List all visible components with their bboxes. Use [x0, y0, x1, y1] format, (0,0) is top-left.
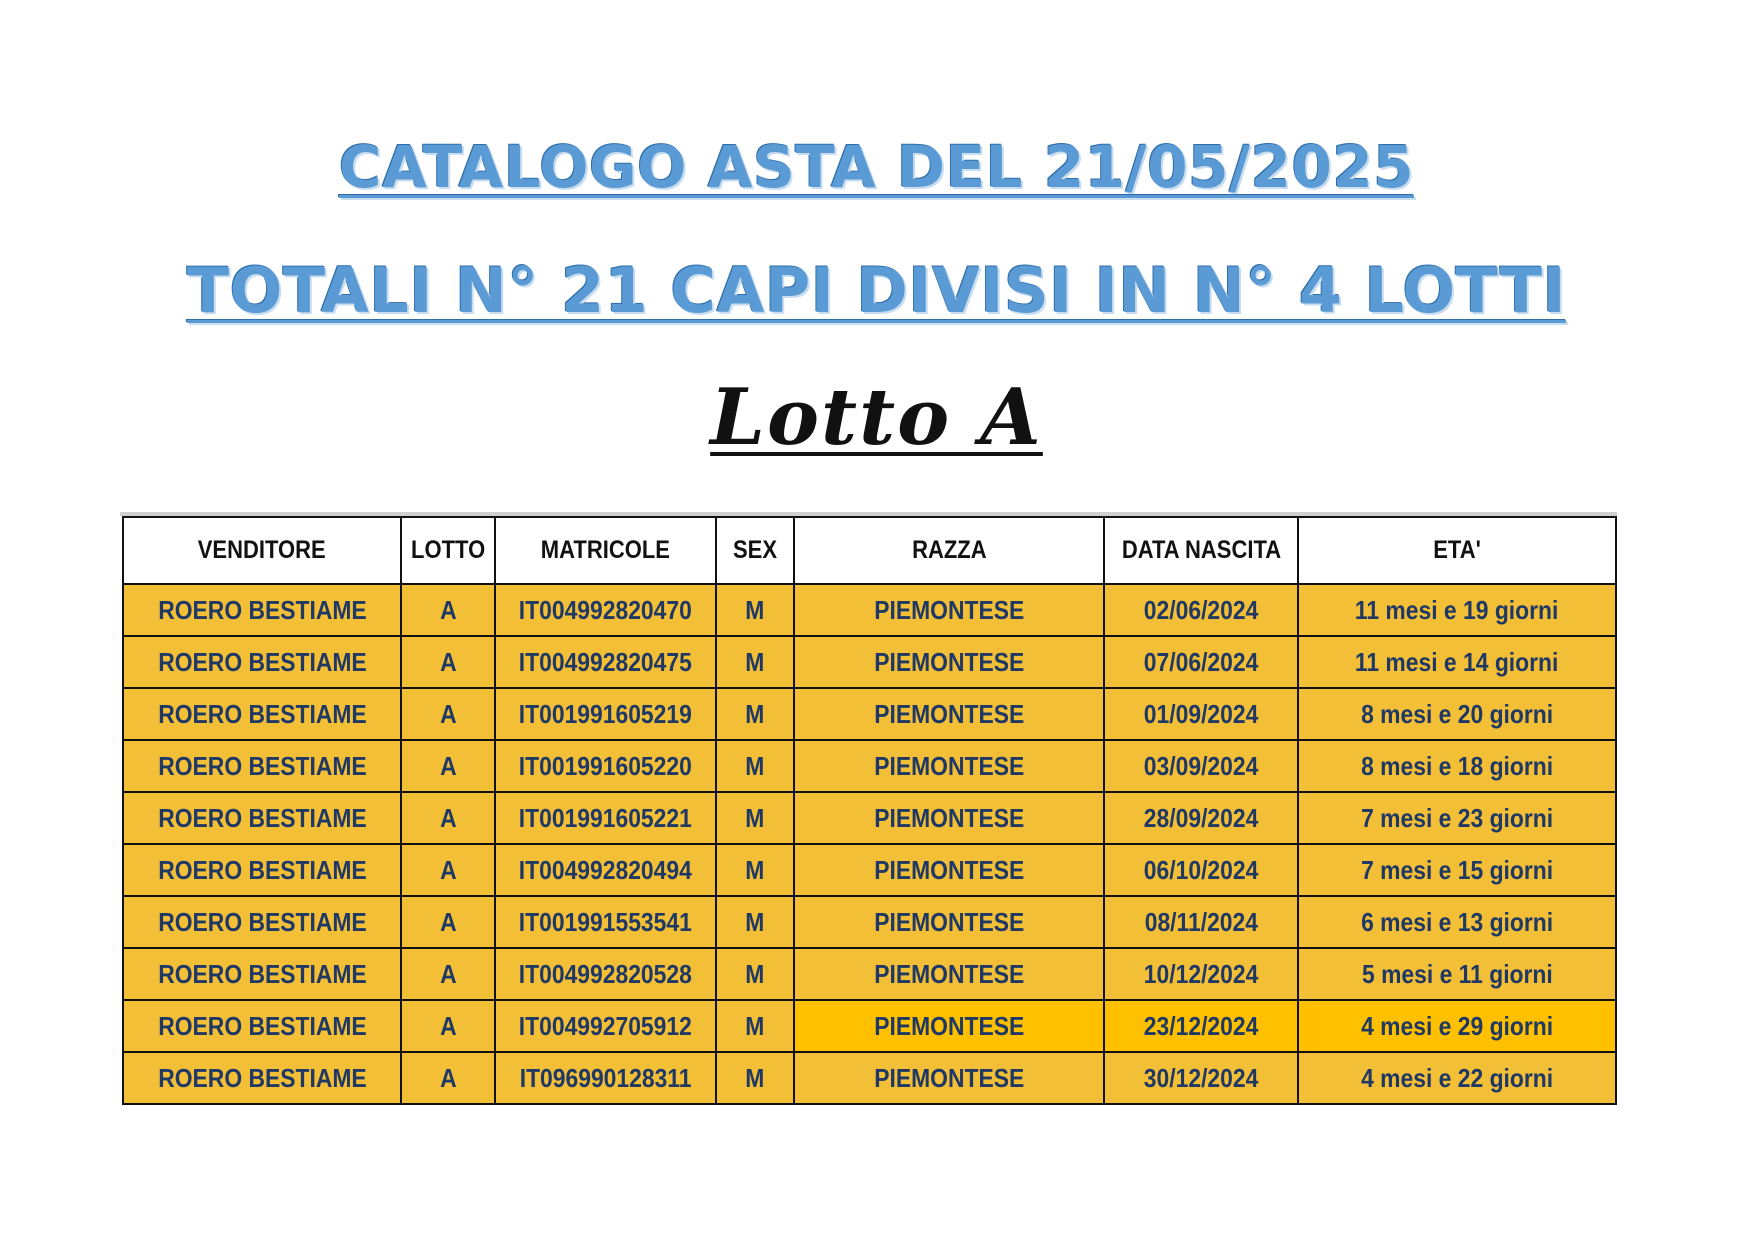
table-row: [123, 636, 1616, 688]
cell-razza: PIEMONTESE: [794, 844, 1104, 896]
table-row: [123, 844, 1616, 896]
cell-data-nascita: 06/10/2024: [1104, 844, 1298, 896]
cell-razza: PIEMONTESE: [794, 584, 1104, 636]
cell-matricola: IT096990128311: [495, 1052, 716, 1104]
cell-lotto: A: [401, 740, 495, 792]
cell-data-nascita: 07/06/2024: [1104, 636, 1298, 688]
cell-eta: 5 mesi e 11 giorni: [1298, 948, 1616, 1000]
cell-data-nascita: 08/11/2024: [1104, 896, 1298, 948]
cell-sex: M: [716, 896, 794, 948]
cell-razza: PIEMONTESE: [794, 636, 1104, 688]
table-row: [123, 1000, 1616, 1052]
header-data-nascita: DATA NASCITA: [1104, 517, 1298, 584]
cell-razza: PIEMONTESE: [794, 1000, 1104, 1052]
cell-eta: 8 mesi e 18 giorni: [1298, 740, 1616, 792]
cell-sex: M: [716, 844, 794, 896]
cell-sex: M: [716, 1000, 794, 1052]
cell-sex: M: [716, 636, 794, 688]
cell-venditore: ROERO BESTIAME: [123, 636, 401, 688]
cell-razza: PIEMONTESE: [794, 740, 1104, 792]
cell-data-nascita: 23/12/2024: [1104, 1000, 1298, 1052]
cell-data-nascita: 02/06/2024: [1104, 584, 1298, 636]
cell-lotto: A: [401, 1000, 495, 1052]
cell-venditore: ROERO BESTIAME: [123, 740, 401, 792]
cell-data-nascita: 01/09/2024: [1104, 688, 1298, 740]
cell-razza: PIEMONTESE: [794, 896, 1104, 948]
cell-lotto: A: [401, 844, 495, 896]
table-row: [123, 896, 1616, 948]
cell-sex: M: [716, 584, 794, 636]
cell-eta: 11 mesi e 14 giorni: [1298, 636, 1616, 688]
catalog-subtitle: TOTALI N° 21 CAPI DIVISI IN N° 4 LOTTI: [186, 254, 1567, 327]
cell-eta: 7 mesi e 15 giorni: [1298, 844, 1616, 896]
cell-data-nascita: 28/09/2024: [1104, 792, 1298, 844]
table-row: [123, 948, 1616, 1000]
cell-sex: M: [716, 792, 794, 844]
header-eta: ETA': [1298, 517, 1616, 584]
table-row: [123, 688, 1616, 740]
cell-lotto: A: [401, 1052, 495, 1104]
cell-data-nascita: 10/12/2024: [1104, 948, 1298, 1000]
cell-venditore: ROERO BESTIAME: [123, 792, 401, 844]
cell-razza: PIEMONTESE: [794, 1052, 1104, 1104]
table-row: [123, 584, 1616, 636]
cell-venditore: ROERO BESTIAME: [123, 896, 401, 948]
cell-matricola: IT004992820470: [495, 584, 716, 636]
header-venditore: VENDITORE: [123, 517, 401, 584]
table-row: [123, 1052, 1616, 1104]
cell-venditore: ROERO BESTIAME: [123, 948, 401, 1000]
catalog-title: CATALOGO ASTA DEL 21/05/2025: [338, 133, 1415, 201]
cell-data-nascita: 30/12/2024: [1104, 1052, 1298, 1104]
cell-sex: M: [716, 688, 794, 740]
cell-lotto: A: [401, 948, 495, 1000]
header-sex: SEX: [716, 517, 794, 584]
cell-razza: PIEMONTESE: [794, 948, 1104, 1000]
table-header-row: [123, 517, 1616, 584]
table-row: [123, 792, 1616, 844]
cell-venditore: ROERO BESTIAME: [123, 688, 401, 740]
cell-matricola: IT001991605221: [495, 792, 716, 844]
cell-razza: PIEMONTESE: [794, 688, 1104, 740]
cell-sex: M: [716, 948, 794, 1000]
table-row: [123, 740, 1616, 792]
cell-lotto: A: [401, 896, 495, 948]
cell-venditore: ROERO BESTIAME: [123, 1000, 401, 1052]
cell-razza: PIEMONTESE: [794, 792, 1104, 844]
cell-sex: M: [716, 1052, 794, 1104]
header-razza: RAZZA: [794, 517, 1104, 584]
cell-data-nascita: 03/09/2024: [1104, 740, 1298, 792]
cell-lotto: A: [401, 584, 495, 636]
cell-eta: 6 mesi e 13 giorni: [1298, 896, 1616, 948]
cell-matricola: IT004992705912: [495, 1000, 716, 1052]
header-matricole: MATRICOLE: [495, 517, 716, 584]
cell-eta: 4 mesi e 22 giorni: [1298, 1052, 1616, 1104]
cell-matricola: IT001991605219: [495, 688, 716, 740]
cell-eta: 8 mesi e 20 giorni: [1298, 688, 1616, 740]
cell-matricola: IT004992820528: [495, 948, 716, 1000]
cell-lotto: A: [401, 792, 495, 844]
cell-eta: 7 mesi e 23 giorni: [1298, 792, 1616, 844]
cell-eta: 11 mesi e 19 giorni: [1298, 584, 1616, 636]
cell-matricola: IT001991605220: [495, 740, 716, 792]
cell-venditore: ROERO BESTIAME: [123, 584, 401, 636]
cell-matricola: IT004992820475: [495, 636, 716, 688]
cell-lotto: A: [401, 636, 495, 688]
cell-matricola: IT004992820494: [495, 844, 716, 896]
cell-sex: M: [716, 740, 794, 792]
cell-venditore: ROERO BESTIAME: [123, 844, 401, 896]
header-lotto: LOTTO: [401, 517, 495, 584]
cell-eta: 4 mesi e 29 giorni: [1298, 1000, 1616, 1052]
lot-table: [122, 516, 1617, 1105]
cell-matricola: IT001991553541: [495, 896, 716, 948]
cell-lotto: A: [401, 688, 495, 740]
lot-heading: Lotto A: [710, 372, 1043, 463]
cell-venditore: ROERO BESTIAME: [123, 1052, 401, 1104]
